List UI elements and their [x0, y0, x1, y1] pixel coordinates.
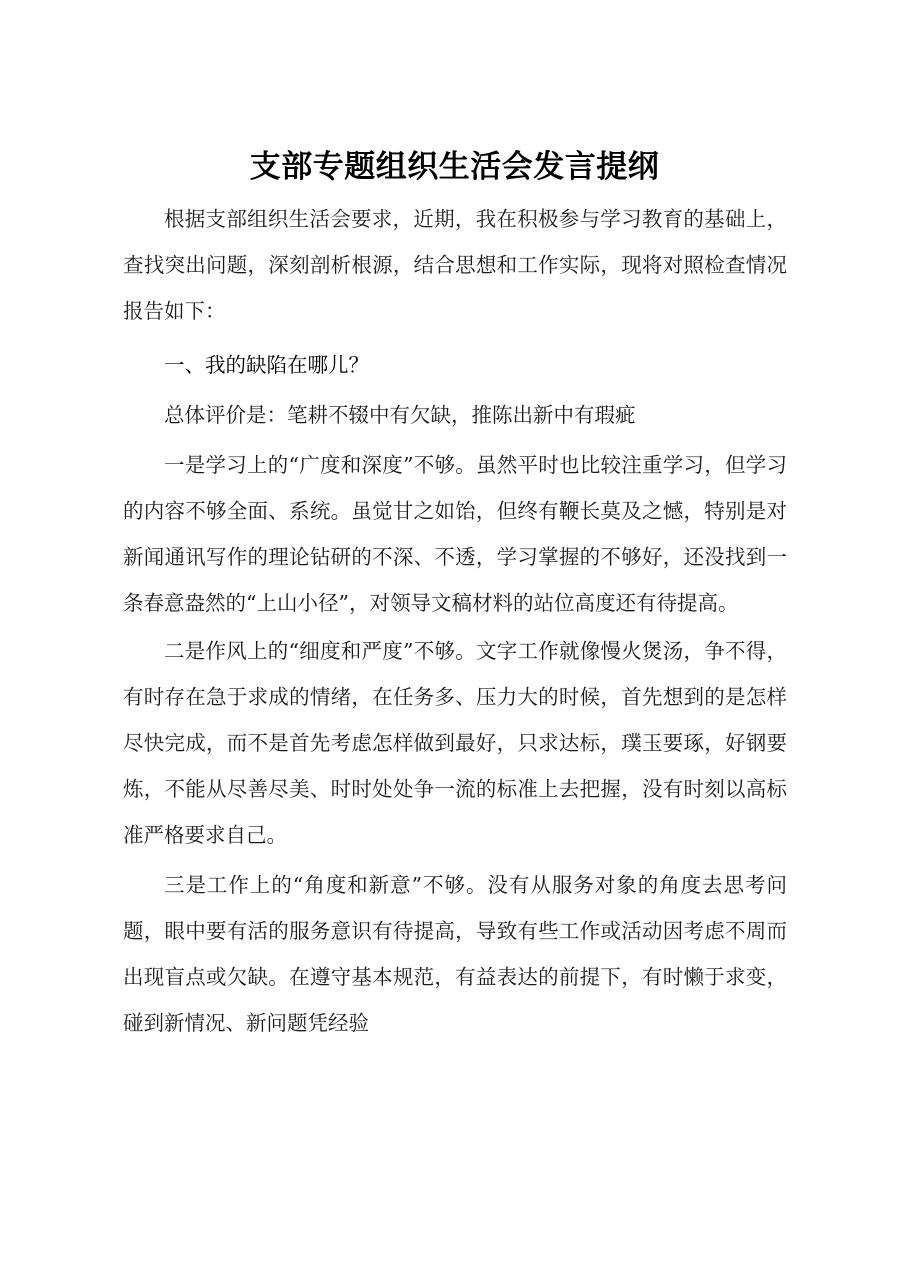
section-heading: 一、我的缺陷在哪儿？	[164, 353, 369, 377]
point-paragraph-3: 三是工作上的“角度和新意”不够。没有从服务对象的角度去思考问题，眼中要有活的服务意识有待提高，导致有些工作或活动因考虑不周而出现盲点或欠缺。在遵守基本规范，有益表达的前提下，有时懒于求变，碰到新情况、新问题凭经验	[123, 873, 787, 1035]
point-paragraph-1: 一是学习上的“广度和深度”不够。虽然平时也比较注重学习，但学习的内容不够全面、系统。虽觉甘之如饴，但终有鞭长莫及之憾，特别是对新闻通讯写作的理论钻研的不深、不透，学习掌握的不够好，还没找到一条春意盎然的“上山小径”，对领导文稿材料的站位高度还有待提高。	[123, 453, 787, 615]
intro-paragraph: 根据支部组织生活会要求，近期，我在积极参与学习教育的基础上，查找突出问题，深刻剖析根源，结合思想和工作实际，现将对照检查情况报告如下：	[123, 207, 787, 323]
point-paragraph-2: 二是作风上的“细度和严度”不够。文字工作就像慢火煲汤，争不得，有时存在急于求成的情绪，在任务多、压力大的时候，首先想到的是怎样尽快完成，而不是首先考虑怎样做到最好，只求达标，璞玉要琢，好钢要炼，不能从尽善尽美、时时处处争一流的标准上去把握，没有时刻以高标准严格要求自己。	[123, 639, 787, 847]
document-title: 支部专题组织生活会发言提纲	[249, 149, 660, 185]
document-body	[123, 196, 787, 1046]
summary-paragraph: 总体评价是：笔耕不辍中有欠缺，推陈出新中有瑕疵	[164, 403, 636, 427]
